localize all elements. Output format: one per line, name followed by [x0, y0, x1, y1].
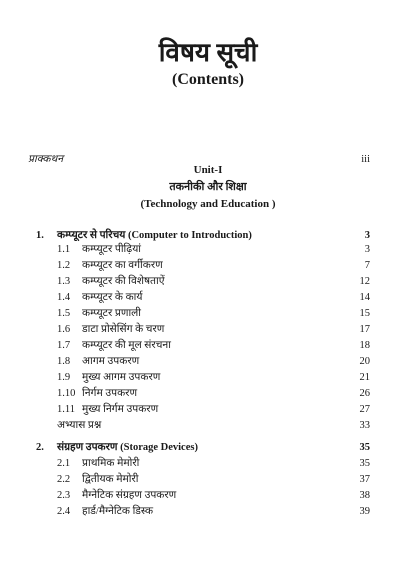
toc-section-number: 1.9 — [57, 372, 71, 383]
toc-section-title: प्राथमिक मेमोरी — [82, 458, 140, 469]
toc-section-number: 2.2 — [57, 474, 71, 485]
toc-section-page: 3 — [364, 244, 370, 255]
toc-section-title: डाटा प्रोसेसिंग के चरण — [82, 324, 165, 335]
toc-chapter-page: 3 — [364, 230, 370, 241]
toc-chapter-number: 1. — [36, 230, 44, 241]
toc-section-1-10[interactable] — [0, 387, 416, 401]
toc-section-2-2[interactable] — [0, 473, 416, 487]
toc-section-1-6[interactable] — [0, 323, 416, 337]
toc-section-1-5[interactable] — [0, 307, 416, 321]
toc-chapter-title: संग्रहण उपकरण (Storage Devices) — [57, 442, 198, 453]
toc-section-page: 12 — [359, 276, 370, 287]
unit-title-english: (Technology and Education ) — [140, 198, 276, 210]
toc-section-title: कम्प्यूटर के कार्य — [82, 292, 143, 303]
toc-section-page: 35 — [359, 458, 370, 469]
toc-section-number: 2.4 — [57, 506, 71, 517]
toc-entry-page: iii — [361, 154, 370, 165]
toc-section-title: मुख्य आगम उपकरण — [82, 372, 161, 383]
toc-section-page: 21 — [359, 372, 370, 383]
toc-section-title: मैग्नेटिक संग्रहण उपकरण — [82, 490, 177, 501]
toc-section-2-4[interactable] — [0, 505, 416, 519]
toc-section-page: 18 — [359, 340, 370, 351]
toc-section-2-1[interactable] — [0, 457, 416, 471]
toc-section-number: 1.4 — [57, 292, 71, 303]
toc-section-number: 1.8 — [57, 356, 71, 367]
toc-section-title: कम्प्यूटर प्रणाली — [82, 308, 141, 319]
toc-section-page: 26 — [359, 388, 370, 399]
toc-section-1-7[interactable] — [0, 339, 416, 353]
toc-section-number: 1.7 — [57, 340, 71, 351]
toc-section-page: 39 — [359, 506, 370, 517]
toc-section-title: हार्ड/मैग्नेटिक डिस्क — [82, 506, 154, 517]
toc-exercise-page: 33 — [359, 420, 370, 431]
toc-section-2-3[interactable] — [0, 489, 416, 503]
toc-section-number: 2.3 — [57, 490, 71, 501]
toc-section-number: 1.3 — [57, 276, 71, 287]
toc-section-1-11[interactable] — [0, 403, 416, 417]
toc-section-title: कम्प्यूटर की विशेषताऐं — [82, 276, 165, 287]
toc-section-page: 37 — [359, 474, 370, 485]
toc-section-number: 1.11 — [57, 404, 75, 415]
toc-chapter-title: कम्प्यूटर से परिचय (Computer to Introduction) — [57, 230, 252, 241]
toc-chapter-page: 35 — [359, 442, 370, 453]
toc-section-page: 7 — [364, 260, 370, 271]
toc-section-title: मुख्य निर्गम उपकरण — [82, 404, 159, 415]
toc-section-title: निर्गम उपकरण — [82, 388, 138, 399]
toc-chapter-2[interactable] — [0, 441, 416, 455]
toc-section-number: 1.2 — [57, 260, 71, 271]
toc-section-number: 1.6 — [57, 324, 71, 335]
toc-section-1-8[interactable] — [0, 355, 416, 369]
toc-exercise-1[interactable] — [0, 419, 416, 433]
toc-section-1-9[interactable] — [0, 371, 416, 385]
toc-section-page: 20 — [359, 356, 370, 367]
unit-label: Unit-I — [193, 164, 223, 176]
unit-title-hindi: तकनीकी और शिक्षा — [169, 181, 247, 193]
page-title-english: (Contents) — [172, 71, 244, 88]
toc-section-title: कम्प्यूटर पीढ़ियां — [82, 244, 141, 255]
toc-section-1-4[interactable] — [0, 291, 416, 305]
toc-section-title: कम्प्यूटर की मूल संरचना — [82, 340, 171, 351]
toc-exercise-title: अभ्यास प्रश्न — [57, 420, 102, 431]
toc-section-number: 1.1 — [57, 244, 71, 255]
toc-section-title: द्वितीयक मेमोरी — [82, 474, 139, 485]
toc-section-title: आगम उपकरण — [82, 356, 140, 367]
toc-section-1-2[interactable] — [0, 259, 416, 273]
toc-section-page: 27 — [359, 404, 370, 415]
toc-section-title: कम्प्यूटर का वर्गीकरण — [82, 260, 163, 271]
toc-section-number: 2.1 — [57, 458, 71, 469]
page-title-hindi: विषय सूची — [158, 38, 258, 67]
toc-section-1-3[interactable] — [0, 275, 416, 289]
toc-chapter-number: 2. — [36, 442, 44, 453]
toc-section-number: 1.5 — [57, 308, 71, 319]
toc-section-page: 17 — [359, 324, 370, 335]
toc-section-page: 14 — [359, 292, 370, 303]
toc-chapter-1[interactable] — [0, 229, 416, 243]
toc-entry-title: प्राक्कथन — [28, 154, 64, 165]
toc-section-number: 1.10 — [57, 388, 76, 399]
toc-section-1-1[interactable] — [0, 243, 416, 257]
toc-section-page: 15 — [359, 308, 370, 319]
toc-section-page: 38 — [359, 490, 370, 501]
